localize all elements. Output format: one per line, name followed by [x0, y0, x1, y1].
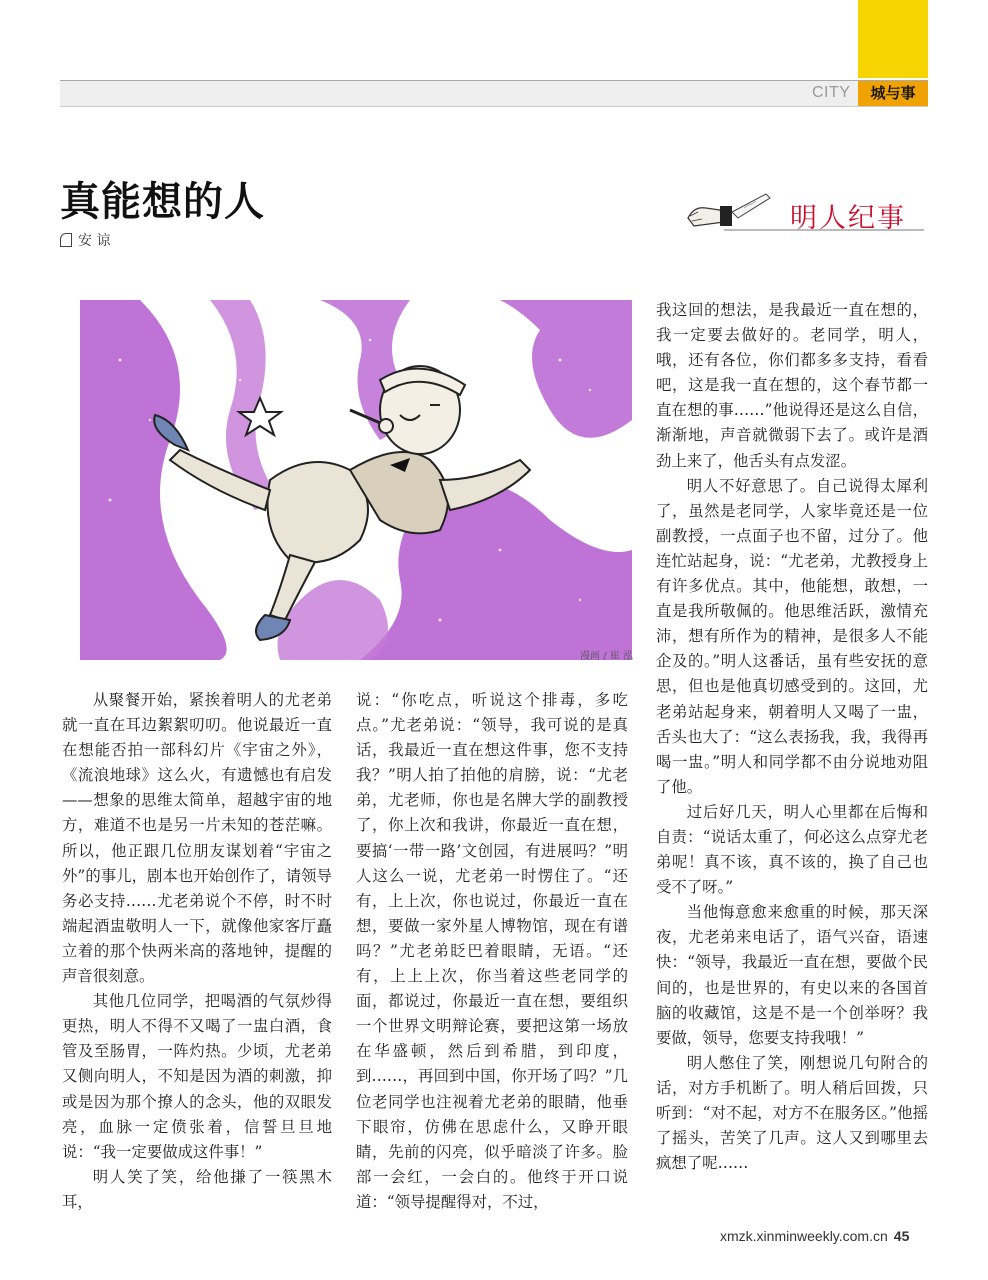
paragraph: 过后好几天，明人心里都在后悔和自责：“说话太重了，何必这么点穿尤老弟呢！真不该，真不该的，换了自己也受不了呀。” — [656, 802, 928, 897]
paragraph: 当他悔意愈来愈重的时候，那天深夜，尤老弟来电话了，语气兴奋，语速快：“领导，我最近一直在想，要做个民间的，也是世界的，有史以来的各国首脑的收藏馆，这是不是一个创举呀？我要做，领导，您要支持我哦！” — [656, 903, 928, 1047]
section-label-en: CITY — [812, 84, 851, 101]
author-byline — [60, 230, 110, 250]
paragraph: 从聚餐开始，紧挨着明人的尤老弟就一直在耳边絮絮叨叨。他说最近一直在想能否拍一部科幻片《宇宙之外》，《流浪地球》这么火，有遗憾也有启发——想象的思维太简单，超越宇宙的地方，难道不也是另一片未知的苍茫嘛。所以，他正跟几位朋友谋划着“宇宙之外”的事儿，剧本也开始创作了，请领导务必支持……尤老弟说个不停，时不时端起酒盅敬明人一下，就像他家客厅矗立着的那个快两米高的落地钟，提醒的声音很刻意。 — [62, 691, 332, 986]
header-rule-bottom — [60, 106, 928, 107]
paragraph: 明人笑了笑，给他搛了一筷黑木耳， — [62, 1167, 332, 1211]
section-label-cn: 城与事 — [858, 81, 928, 106]
paragraph: 说：“你吃点，听说这个排毒，多吃点。”尤老弟说：“领导，我可说的是真话，我最近一直在想这件事，您不支持我？”明人拍了拍他的肩膀，说：“尤老弟，尤老师，你也是名牌大学的副教授了，你上次和我讲，你最近一直在想，要搞‘一带一路’文创园，有进展吗？”明人这么一说，尤老弟一时愣住了。“还有，上上次，你也说过，你最近一直在想，要做一家外星人博物馆，现在有谱吗？”尤老弟眨巴着眼睛，无语。“还有，上上上次，你当着这些老同学的面，都说过，你最近一直在想，要组织一个世界文明辩论赛，要把这第一场放在华盛顿，然后到希腊，到印度，到……，再回到中国，你开场了吗？”几位老同学也注视着尤老弟的眼睛，他垂下眼帘，仿佛在思虑什么，又睁开眼睛，先前的闪亮，似乎暗淡了许多。脸部一会红，一会白的。他终于开口说道：“领导提醒得对，不过， — [356, 691, 628, 1211]
article-title: 真能想的人 — [60, 179, 265, 225]
hand-quill-icon — [688, 194, 770, 226]
section-header-bar — [60, 81, 928, 106]
body-column-2 — [356, 688, 628, 1215]
paragraph: 明人憋住了笑，刚想说几句附合的话，对方手机断了。明人稍后回拨，只听到：“对不起，对方不在服务区。”他摇了摇头，苦笑了几声。这人又到哪里去疯想了呢…… — [656, 1053, 928, 1173]
paragraph: 我这回的想法，是我最近一直在想的，我一定要去做好的。老同学，明人，哦，还有各位，你们都多多支持，看看吧，这是我一直在想的，这个春节都一直在想的事……”他说得还是这么自信，渐渐地，声音就微弱下去了。或许是酒劲上来了，他舌头有点发涩。 — [656, 301, 928, 470]
body-column-1 — [62, 688, 332, 1215]
illustration-credit: 漫画 / 崔 泓 — [580, 651, 633, 662]
page-footer — [720, 1228, 909, 1244]
author-name: 安 谅 — [78, 233, 111, 249]
cartoon-illustration — [80, 300, 632, 660]
body-column-3 — [656, 298, 928, 1176]
paragraph: 其他几位同学，把喝酒的气氛炒得更热，明人不得不又喝了一盅白酒，食管及至肠胃，一阵灼热。少顷，尤老弟又侧向明人，不知是因为酒的刺激，抑或是因为那个撩人的念头，他的双眼发亮，血脉一定偾张着，信誓旦旦地说：“我一定要做成这件事！” — [62, 992, 332, 1161]
corner-color-tab — [858, 0, 928, 78]
page-number: 45 — [893, 1228, 910, 1244]
footer-site-url: xmzk.xinminweekly.com.cn — [720, 1228, 888, 1244]
paragraph: 明人不好意思了。自己说得太犀利了，虽然是老同学，人家毕竟还是一位副教授，一点面子也不留，过分了。他连忙站起身，说：“尤老弟，尤教授身上有许多优点。其中，他能想，敢想，一直是我所敬佩的。他思维活跃，激情充沛，想有所作为的精神，是很多人不能企及的。”明人这番话，虽有些安抚的意思，但也是他真切感受到的。这回，尤老弟站起身来，朝着明人又喝了一盅，舌头也大了：“这么表扬我，我，我得再喝一盅。”明人和同学都不由分说地劝阻了他。 — [656, 476, 928, 796]
column-name: 明人纪事 — [790, 203, 906, 234]
author-pen-icon — [60, 233, 72, 247]
